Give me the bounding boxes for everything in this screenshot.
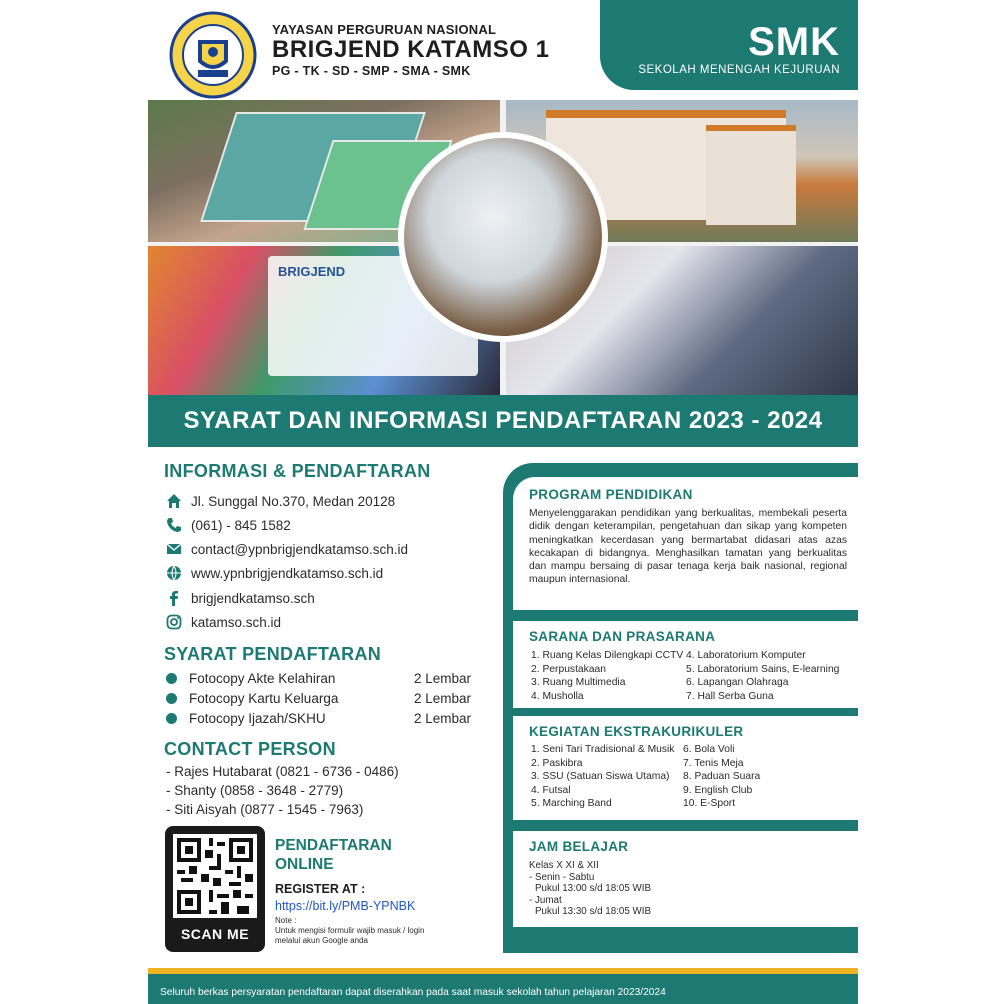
school-logo [168,10,258,100]
scan-me-label: SCAN ME [180,926,250,942]
facilities-list-right [686,649,839,703]
program-card [513,477,858,610]
extracurricular-list-left [531,743,674,811]
list-item: 2. Paskibra [531,757,583,769]
school-levels: PG - TK - SD - SMP - SMA - SMK [272,64,471,78]
mail-icon [166,541,182,557]
list-item: 7. Tenis Meja [683,757,744,769]
schedule-text [529,860,651,918]
footer [148,974,858,1004]
email-text[interactable]: contact@ypnbrigjendkatamso.sch.id [191,541,409,557]
requirement-name: Fotocopy Kartu Keluarga [189,690,339,706]
list-item: 4. Musholla [531,690,584,702]
smk-subtitle: SEKOLAH MENENGAH KEJURUAN [638,64,840,76]
note-line: melalui akun Google anda [275,936,368,945]
requirement-name: Fotocopy Ijazah/SKHU [189,710,326,726]
instagram-icon [166,614,182,630]
requirement-qty: 2 Lembar [413,710,471,726]
qr-code [173,834,257,918]
qr-code-card[interactable] [165,826,265,952]
list-item: 3. Ruang Multimedia [531,677,626,688]
list-item: 4. Futsal [531,784,571,796]
list-item: 9. English Club [683,784,753,796]
photo-computer-lab [398,132,608,342]
program-text: Menyelenggarakan pendidikan yang berkualitas, membekali peserta didik dengan keterampilan, pengetahuan dan sikap yang kompeten meningkatkan kecerdasan yang bermartabat didasari atas azas kecakapan di bidangnya. Menghasilkan tamatan yang berkualitas dan mampu bersaing di pasar tenaga kerja baik nasional, regional maupun internasional. [529,508,847,586]
facilities-title: SARANA DAN PRASARANA [529,629,716,644]
school-name: BRIGJEND KATAMSO 1 [272,36,550,63]
website-text[interactable]: www.ypnbrigjendkatamso.sch.id [191,565,384,581]
smk-title: SMK [748,20,840,64]
list-item: 1. Ruang Kelas Dilengkapi CCTV [531,650,684,661]
extracurricular-list-right [683,743,760,811]
schedule-card [513,831,858,927]
requirement-item [166,689,471,707]
smk-badge [600,0,858,90]
list-item: 7. Hall Serba Guna [686,690,774,702]
title-banner [148,395,858,447]
register-link[interactable]: https://bit.ly/PMB-YPNBK [275,899,416,913]
contact-person: - Siti Aisyah (0877 - 1545 - 7963) [166,802,364,817]
address-row [166,491,395,511]
facebook-text[interactable]: brigjendkatamso.sch [191,590,315,606]
building-shape [706,125,796,225]
online-title-line: PENDAFTARAN [275,837,392,854]
requirements-heading: SYARAT PENDAFTARAN [164,644,382,664]
list-item: 5. Marching Band [531,798,612,809]
note-line: Untuk mengisi formulir wajib masuk / login [275,926,425,935]
instagram-row [166,612,281,632]
requirement-qty: 2 Lembar [413,690,471,706]
list-item: 4. Laboratorium Komputer [686,650,806,661]
register-label: REGISTER AT : [275,882,366,896]
schedule-line: - Senin - Sabtu [529,871,595,883]
email-row [166,539,408,559]
contact-person: - Shanty (0858 - 3648 - 2779) [166,783,344,798]
home-icon [166,493,182,509]
list-item: 2. Perpustakaan [531,663,606,675]
schedule-title: JAM BELAJAR [529,839,629,854]
list-item: 1. Seni Tari Tradisional & Musik [531,744,675,755]
schedule-line: - Jumat [529,894,562,906]
website-row [166,563,383,583]
list-item: 10. E-Sport [683,798,736,809]
schedule-line: Pukul 13:00 s/d 18:05 WIB [535,883,651,894]
footer-text: Seluruh berkas persyaratan pendaftaran dapat diserahkan pada saat masuk sekolah tahun pelajaran 2023/2024 [160,987,666,998]
poster-text: BRIGJEND [278,264,346,279]
contact-heading: CONTACT PERSON [164,739,336,759]
list-item: 3. SSU (Satuan Siswa Utama) [531,771,670,782]
photo-collage [148,100,858,395]
bullet-icon [166,693,177,704]
note-line: Note : [275,916,297,925]
phone-text: (061) - 845 1582 [191,517,291,533]
address-text: Jl. Sunggal No.370, Medan 20128 [191,493,396,509]
phone-row [166,515,291,535]
instagram-text[interactable]: katamso.sch.id [191,614,282,630]
list-item: 5. Laboratorium Sains, E-learning [686,663,840,675]
facebook-icon [166,590,182,606]
facebook-row [166,588,315,608]
extracurricular-card [513,716,858,820]
list-item: 8. Paduan Suara [683,771,761,782]
extracurricular-title: KEGIATAN EKSTRAKURIKULER [529,724,744,739]
list-item: 6. Lapangan Olahraga [686,677,789,688]
phone-icon [166,517,182,533]
banner-title: SYARAT DAN INFORMASI PENDAFTARAN 2023 - 2024 [183,407,823,434]
online-registration-title [275,836,392,874]
bullet-icon [166,713,177,724]
bullet-icon [166,673,177,684]
facilities-card [513,621,858,708]
schedule-line: Pukul 13:30 s/d 18:05 WIB [535,906,651,917]
schedule-line: Kelas X XI & XII [529,860,599,871]
info-heading: INFORMASI & PENDAFTARAN [164,461,431,481]
program-title: PROGRAM PENDIDIKAN [529,487,693,502]
registration-note [275,916,424,946]
requirement-qty: 2 Lembar [413,670,471,686]
list-item: 6. Bola Voli [683,744,735,755]
online-title-line: ONLINE [275,856,334,873]
requirement-item [166,669,471,687]
facilities-list-left [531,649,683,703]
requirement-item [166,709,471,727]
foundation-name: YAYASAN PERGURUAN NASIONAL [272,22,497,37]
contact-person: - Rajes Hutabarat (0821 - 6736 - 0486) [166,764,399,779]
requirement-name: Fotocopy Akte Kelahiran [189,670,336,686]
globe-icon [166,565,182,581]
